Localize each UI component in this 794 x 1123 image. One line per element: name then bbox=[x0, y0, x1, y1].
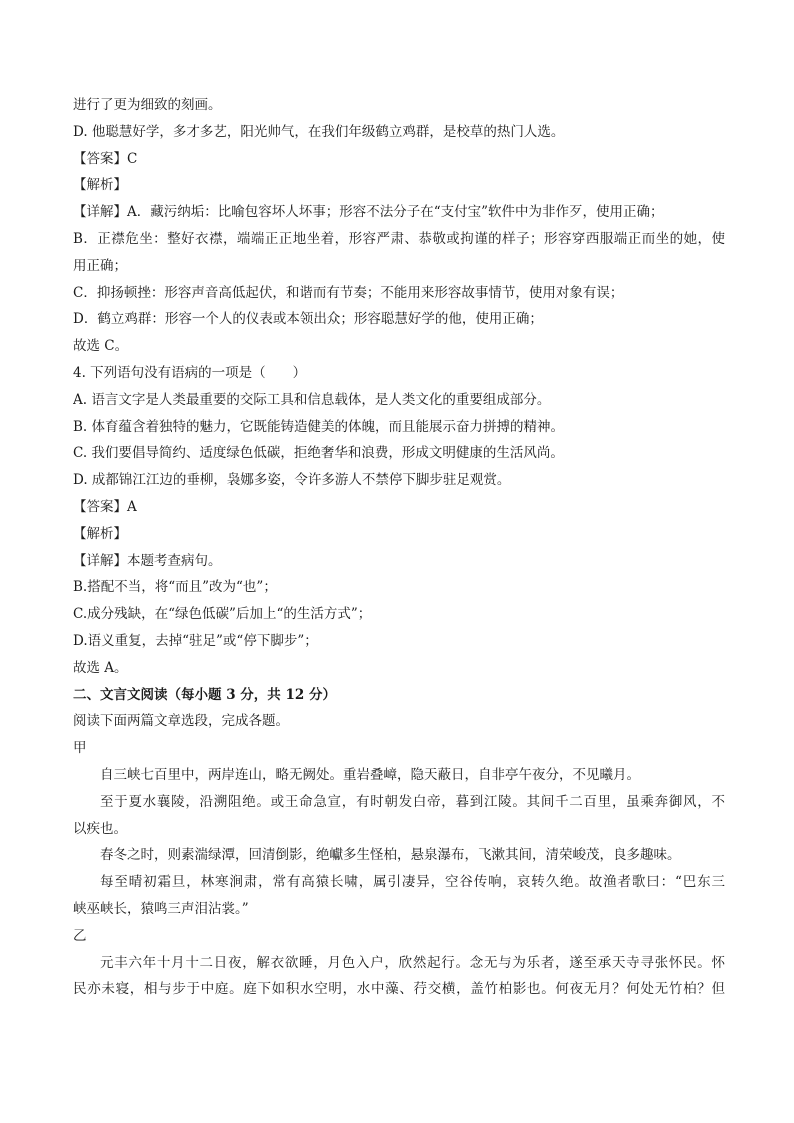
conclusion-line: 故选 A。 bbox=[73, 659, 128, 676]
option-c-line: C. 我们要倡导简约、适度绿色低碳，拒绝奢华和浪费，形成文明健康的生活风尚。 bbox=[73, 445, 564, 462]
passage-line: 元丰六年十月十二日夜，解衣欲睡，月色入户，欣然起行。念无与为乐者，遂至承天寺寻张怀民。怀 bbox=[100, 954, 725, 971]
section-heading: 二、文言文阅读（每小题 3 分，共 12 分） bbox=[73, 686, 336, 703]
analysis-tag: 【解析】 bbox=[73, 177, 127, 194]
text-line: C.成分残缺，在“绿色低碳”后加上“的生活方式”； bbox=[73, 606, 372, 623]
passage-line: 春冬之时，则素湍绿潭，回清倒影，绝巘多生怪柏，悬泉瀑布，飞漱其间，清荣峻茂，良多趣味。 bbox=[100, 847, 681, 864]
text-line: B．正襟危坐：整好衣襟，端端正正地坐着，形容严肃、恭敬或拘谨的样子；形容穿西服端正而坐的她，使 bbox=[73, 230, 725, 247]
answer-tag: 【答案】 bbox=[73, 498, 127, 515]
option-d-line: D. 成都锦江江边的垂柳，袅娜多姿，令许多游人不禁停下脚步驻足观赏。 bbox=[73, 472, 511, 489]
option-d-line: D. 他聪慧好学，多才多艺，阳光帅气，在我们年级鹤立鸡群，是校草的热门人选。 bbox=[73, 123, 565, 140]
passage-line: 自三峡七百里中，两岸连山，略无阙处。重岩叠嶂，隐天蔽日，自非亭午夜分，不见曦月。 bbox=[100, 766, 640, 783]
passage-line: 民亦未寝，相与步于中庭。庭下如积水空明，水中藻、荇交横，盖竹柏影也。何夜无月？何处无竹柏？但 bbox=[73, 981, 725, 998]
passage-line: 以疾也。 bbox=[73, 820, 127, 837]
text-line: B.搭配不当，将“而且”改为“也”； bbox=[73, 579, 277, 596]
answer-value: A bbox=[127, 498, 137, 515]
detail-text: 本题考查病句。 bbox=[127, 552, 222, 569]
answer-line bbox=[73, 146, 725, 173]
text-line: 进行了更为细致的刻画。 bbox=[73, 97, 222, 113]
text-line: C．抑扬顿挫：形容声音高低起伏，和谐而有节奏；不能用来形容故事情节，使用对象有误； bbox=[73, 284, 624, 301]
passage-line: 每至晴初霜旦，林寒涧肃，常有高猿长啸，属引凄异，空谷传响，哀转久绝。故渔者歌曰：“巴东三 bbox=[100, 874, 725, 891]
document-page bbox=[73, 92, 725, 1003]
detail-tag: 【详解】 bbox=[73, 204, 127, 221]
answer-line bbox=[73, 494, 725, 521]
text-line: D.语义重复，去掉“驻足”或“停下脚步”； bbox=[73, 632, 318, 649]
detail-line bbox=[73, 199, 725, 226]
answer-tag: 【答案】 bbox=[73, 150, 127, 167]
detail-tag: 【详解】 bbox=[73, 552, 127, 569]
text-line: 用正确； bbox=[73, 257, 127, 274]
passage-label-jia: 甲 bbox=[73, 740, 87, 757]
passage-line: 至于夏水襄陵，沿溯阻绝。或王命急宣，有时朝发白帝，暮到江陵。其间千二百里，虽乘奔御风，不 bbox=[100, 793, 725, 810]
detail-text: A．藏污纳垢：比喻包容坏人坏事；形容不法分子在“支付宝”软件中为非作歹，使用正确； bbox=[127, 204, 664, 221]
passage-label-yi: 乙 bbox=[73, 927, 87, 944]
answer-value: C bbox=[127, 150, 138, 167]
option-a-line: A. 语言文字是人类最重要的交际工具和信息载体，是人类文化的重要组成部分。 bbox=[73, 391, 551, 408]
instruction-line: 阅读下面两篇文章选段，完成各题。 bbox=[73, 713, 289, 730]
option-b-line: B. 体育蕴含着独特的魅力，它既能铸造健美的体魄，而且能展示奋力拼搏的精神。 bbox=[73, 418, 565, 435]
text-line: D．鹤立鸡群：形容一个人的仪表或本领出众；形容聪慧好学的他，使用正确； bbox=[73, 311, 543, 328]
detail-line bbox=[73, 548, 725, 575]
question-4-stem: 4. 下列语句没有语病的一项是（ ） bbox=[73, 364, 307, 381]
passage-line: 峡巫峡长，猿鸣三声泪沾裳。” bbox=[73, 900, 249, 917]
analysis-tag: 【解析】 bbox=[73, 525, 127, 542]
conclusion-line: 故选 C。 bbox=[73, 338, 129, 355]
